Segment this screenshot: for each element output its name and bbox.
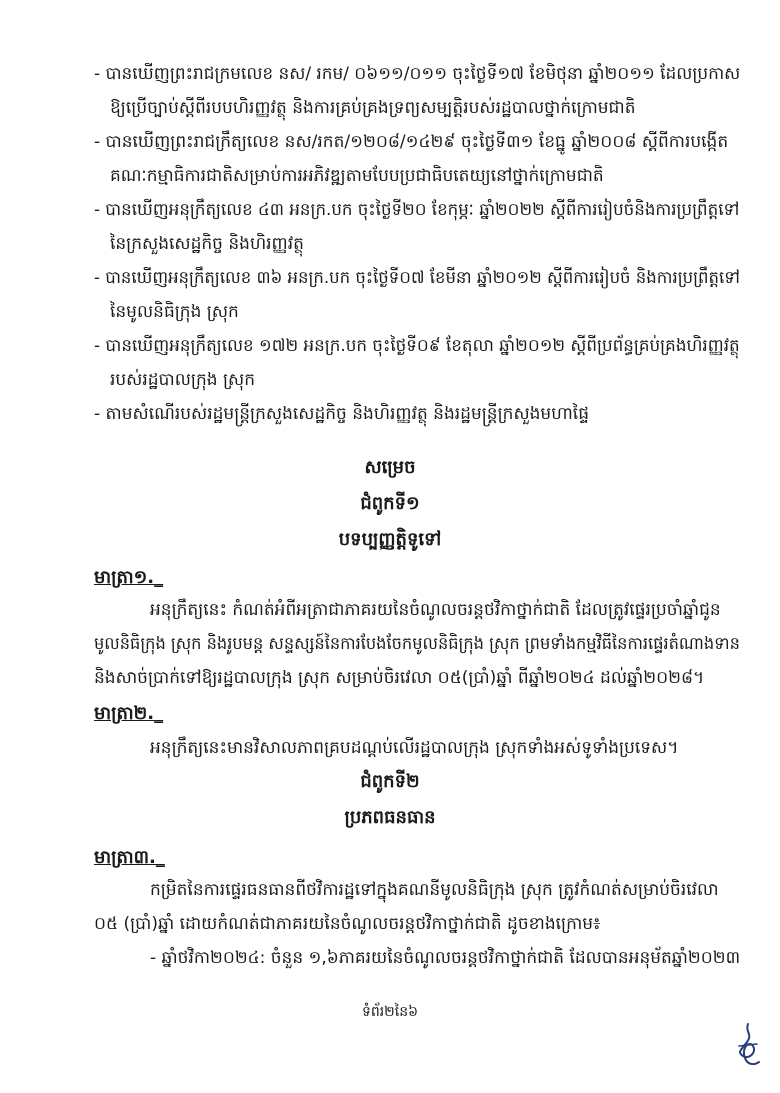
consideration-5-line-2: របស់រដ្ឋបាលក្រុង ស្រុក bbox=[110, 370, 256, 390]
consideration-1-line-1: - បានឃើញព្រះរាជក្រមលេខ នស/ រកម/ ០៦១១/០១១ ចុះថ្ងៃទី១៧ ខែមិថុនា ឆ្នាំ២០១១ ដែលប្រកាស bbox=[94, 64, 741, 84]
signature-icon bbox=[733, 1022, 763, 1070]
article-1-line-3: និងសាច់ប្រាក់ទៅឱ្យរដ្ឋបាលក្រុង ស្រុក សម្រាប់ចិរវេលា ០៥(ប្រាំ)ឆ្នាំ ពីឆ្នាំ២០២៤ ដល់ឆ្នាំ២០២៨។ bbox=[94, 668, 705, 688]
consideration-4-line-2: នៃមូលនិធិក្រុង ស្រុក bbox=[110, 302, 239, 322]
chapter-1-title: ជំពូកទី១ bbox=[360, 493, 420, 514]
article-2-line-1: អនុក្រឹត្យនេះមានវិសាលភាពគ្របដណ្ដប់លើរដ្ឋបាលក្រុង ស្រុកទាំងអស់ទូទាំងប្រទេស។ bbox=[150, 738, 679, 758]
article-1-label: មាត្រា១._ bbox=[94, 567, 164, 588]
chapter-2-subtitle: ប្រភពធនធាន bbox=[344, 807, 436, 828]
consideration-2-line-2: គណៈកម្មាធិការជាតិសម្រាប់ការអភិវឌ្ឍតាមបែបប្រជាធិបតេយ្យនៅថ្នាក់ក្រោមជាតិ bbox=[110, 166, 604, 186]
chapter-2-title: ជំពូកទី២ bbox=[360, 771, 420, 792]
consideration-2-line-1: - បានឃើញព្រះរាជក្រឹត្យលេខ នស/រកត/១២០៨/១៤២៩ ចុះថ្ងៃទី៣១ ខែធ្នូ ឆ្នាំ២០០៨ ស្ដីពីការបង្កើត bbox=[94, 132, 729, 152]
consideration-5-line-1: - បានឃើញអនុក្រឹត្យលេខ ១៧២ អនក្រ.បក ចុះថ្ងៃទី០៩ ខែតុលា ឆ្នាំ២០១២ ស្ដីពីប្រព័ន្ធគ្រប់គ្រងហិរញ្ញវត្ថុ bbox=[94, 336, 740, 356]
consideration-3-line-2: នៃក្រសួងសេដ្ឋកិច្ច និងហិរញ្ញវត្ថុ bbox=[110, 234, 304, 254]
decision-heading: សម្រេច bbox=[364, 457, 416, 478]
consideration-6-line-1: - តាមសំណើរបស់រដ្ឋមន្ត្រីក្រសួងសេដ្ឋកិច្ច និងហិរញ្ញវត្ថុ និងរដ្ឋមន្ត្រីក្រសួងមហាផ្ទៃ bbox=[94, 404, 589, 424]
article-3-line-2: ០៥ (ប្រាំ)ឆ្នាំ ដោយកំណត់ជាភាគរយនៃចំណូលចរន្តថវិកាថ្នាក់ជាតិ ដូចខាងក្រោម៖ bbox=[94, 914, 601, 934]
consideration-3-line-1: - បានឃើញអនុក្រឹត្យលេខ ៤៣ អនក្រ.បក ចុះថ្ងៃទី២០ ខែកុម្ភៈ ឆ្នាំ២០២២ ស្ដីពីការរៀបចំនិងការប្រព្រឹត្តទៅ bbox=[94, 200, 740, 220]
chapter-1-subtitle: បទប្បញ្ញត្តិទូទៅ bbox=[338, 529, 442, 550]
article-3-line-3: - ឆ្នាំថវិកា២០២៤: ចំនួន ១,៦ភាគរយនៃចំណូលចរន្តថវិកាថ្នាក់ជាតិ ដែលបានអនុម័តឆ្នាំ២០២៣ bbox=[150, 948, 741, 968]
consideration-4-line-1: - បានឃើញអនុក្រឹត្យលេខ ៣៦ អនក្រ.បក ចុះថ្ងៃទី០៧ ខែមីនា ឆ្នាំ២០១២ ស្ដីពីការរៀបចំ និងការប្រព្រឹត្តទៅ bbox=[94, 268, 740, 288]
article-1-line-2: មូលនិធិក្រុង ស្រុក និងរូបមន្ត សន្ទស្សន៍នៃការបែងចែកមូលនិធិក្រុង ស្រុក ព្រមទាំងកម្មវិធីនៃការផ្ទេរតំណាងទាន bbox=[94, 634, 740, 654]
page-number: ទំព័រ២នៃ៦ bbox=[361, 1004, 419, 1020]
article-2-label: មាត្រា២._ bbox=[94, 703, 164, 724]
consideration-1-line-2: ឱ្យប្រើច្បាប់ស្ដីពីរបបហិរញ្ញវត្ថុ និងការគ្រប់គ្រងទ្រព្យសម្បត្តិរបស់រដ្ឋបាលថ្នាក់ក្រោមជាតិ bbox=[110, 98, 636, 118]
article-1-line-1: អនុក្រឹត្យនេះ កំណត់អំពីអត្រាជាភាគរយនៃចំណូលចរន្តថវិកាថ្នាក់ជាតិ ដែលត្រូវផ្ទេរប្រចាំឆ្នាំជូន bbox=[150, 600, 721, 620]
article-3-line-1: កម្រិតនៃការផ្ទេរធនធានពីថវិការដ្ឋទៅក្នុងគណនីមូលនិធិក្រុង ស្រុក ត្រូវកំណត់សម្រាប់ចិរវេលា bbox=[150, 880, 719, 900]
article-3-label: មាត្រា៣._ bbox=[94, 847, 165, 868]
